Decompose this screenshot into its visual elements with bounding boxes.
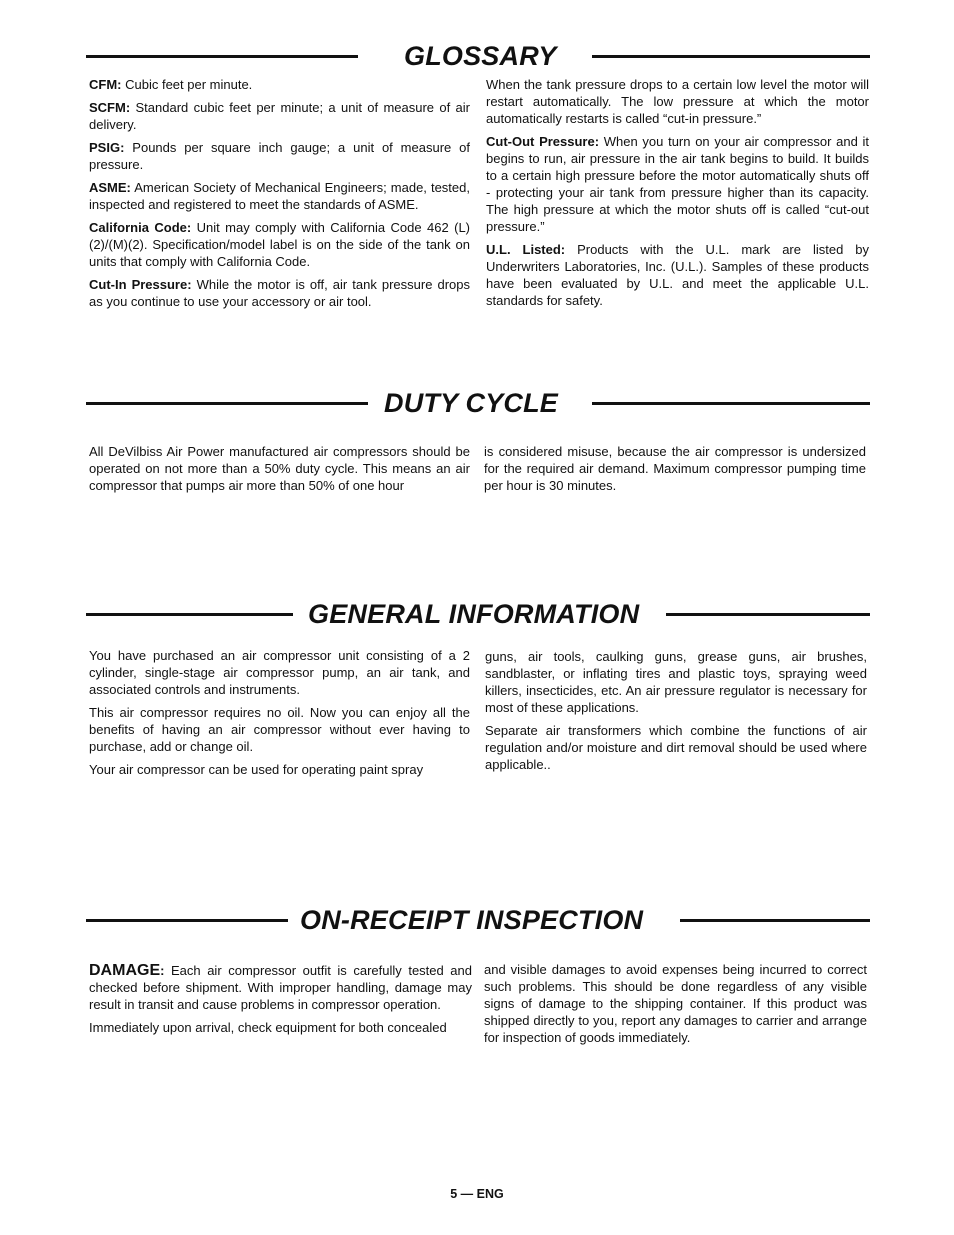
duty-cycle-text: All DeVilbiss Air Power manufactured air compressors should be operated on not more than a 50% duty cycle. This means an air compressor that pumps air more than 50% of one hour <box>89 444 470 493</box>
glossary-title: GLOSSARY <box>404 41 557 71</box>
glossary-entry: Cut-Out Pressure: When you turn on your air compressor and it begins to run, air pressure in the air tank begins to build. It builds to a certain high pressure before the motor automatically shuts off - protecting your air tank from pressure higher than its capacity. The high pressure at which the motor shuts off is called “cut-out pressure.” <box>486 134 869 234</box>
glossary-entry: SCFM: Standard cubic feet per minute; a unit of measure of air delivery. <box>89 100 470 132</box>
duty-cycle-text: is considered misuse, because the air compressor is undersized for the required air demand. Maximum compressor pumping time per hour is 30 minutes. <box>484 444 866 493</box>
inspection-left-column <box>89 962 472 1042</box>
inspection-paragraph: Immediately upon arrival, check equipment for both concealed <box>89 1020 447 1035</box>
damage-label: DAMAGE <box>89 962 161 979</box>
glossary-entry: California Code: Unit may comply with California Code 462 (L)(2)/(M)(2). Specification/model label is on the side of the tank on units that comply with California Code. <box>89 220 471 269</box>
inspection-paragraph: DAMAGE: Each air compressor outfit is carefully tested and checked before shipment. With improper handling, damage may result in transit and cause problems in compressor operation. <box>89 962 472 1012</box>
inspection-title: ON-RECEIPT INSPECTION <box>300 905 644 935</box>
glossary-entry: PSIG: Pounds per square inch gauge; a unit of measure of pressure. <box>89 140 470 172</box>
header-rule-right <box>666 613 870 616</box>
header-rule-left <box>86 55 358 58</box>
duty-cycle-title: DUTY CYCLE <box>384 388 559 418</box>
glossary-entry: Cut-In Pressure: While the motor is off, air tank pressure drops as you continue to use your accessory or air tool. <box>89 277 470 309</box>
glossary-right-column <box>486 76 869 315</box>
duty-cycle-header <box>86 383 870 423</box>
glossary-entry: ASME: American Society of Mechanical Engineers; made, tested, inspected and registered to meet the standards of ASME. <box>89 180 470 212</box>
header-rule-right <box>680 919 870 922</box>
header-rule-left <box>86 919 288 922</box>
glossary-entry: U.L. Listed: Products with the U.L. mark are listed by Underwriters Laboratories, Inc. (U.L.). Samples of these products have been evaluated by U.L. and meet the applicable U.L. standards for safety. <box>486 242 869 308</box>
glossary-entry: CFM: Cubic feet per minute. <box>89 77 253 92</box>
header-rule-left <box>86 613 293 616</box>
general-info-paragraph: Your air compressor can be used for operating paint spray <box>89 762 424 777</box>
duty-cycle-right-column <box>484 443 866 500</box>
general-info-title: GENERAL INFORMATION <box>308 599 640 629</box>
general-info-paragraph: You have purchased an air compressor unit consisting of a 2 cylinder, single-stage air compressor pump, an air tank, and associated controls and instruments. <box>89 648 470 697</box>
general-info-paragraph: guns, air tools, caulking guns, grease guns, air brushes, sandblaster, or inflating tires and plastic toys, spraying weed killers, insecticides, etc. An air pressure regulator is necessary for most of these applications. <box>485 649 867 715</box>
inspection-paragraph: and visible damages to avoid expenses being incurred to correct such problems. This should be done regardless of any visible signs of damage to the shipping container. If this product was shipped directly to you, report any damages to carrier and arrange for inspection of goods immediately. <box>484 962 867 1045</box>
glossary-header <box>86 36 870 76</box>
inspection-right-column <box>484 961 867 1052</box>
general-info-paragraph: Separate air transformers which combine the functions of air regulation and/or moisture and dirt removal should be used where applicable.. <box>485 723 867 772</box>
inspection-header <box>86 900 870 940</box>
general-info-right-column <box>485 648 867 779</box>
general-info-header <box>86 594 870 634</box>
duty-cycle-left-column <box>89 443 470 500</box>
glossary-continuation: When the tank pressure drops to a certain low level the motor will restart automatically. The low pressure at which the motor automatically restarts is called “cut-in pressure.” <box>486 77 869 126</box>
header-rule-right <box>592 402 870 405</box>
general-info-paragraph: This air compressor requires no oil. Now you can enjoy all the benefits of having an air compressor without ever having to purchase, add or change oil. <box>89 705 470 754</box>
header-rule-right <box>592 55 870 58</box>
glossary-left-column <box>89 76 470 316</box>
general-info-left-column <box>89 647 470 784</box>
page-number: 5 — ENG <box>450 1187 504 1201</box>
header-rule-left <box>86 402 368 405</box>
